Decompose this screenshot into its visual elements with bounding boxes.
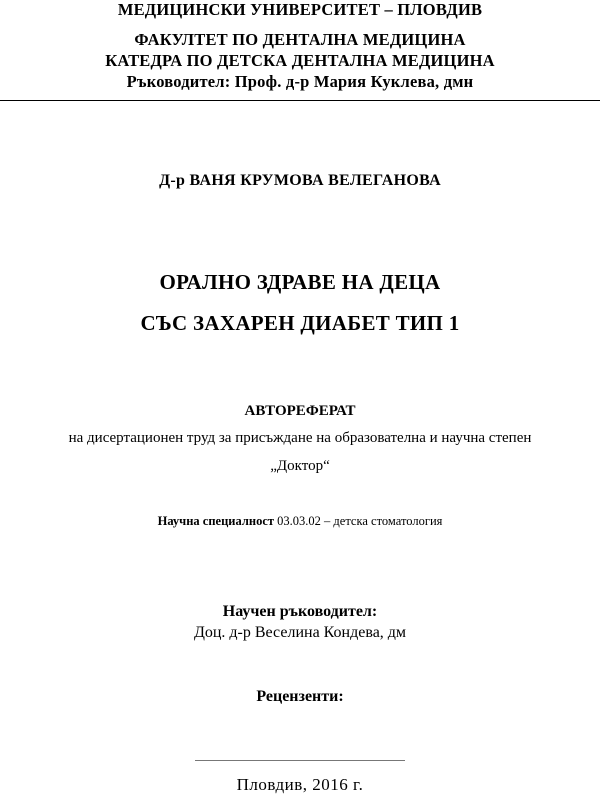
dissertation-title-line-1: ОРАЛНО ЗДРАВЕ НА ДЕЦА: [159, 270, 441, 294]
specialty-label: Научна специалност: [157, 514, 275, 528]
specialty-value: 03.03.02 – детска стоматология: [274, 514, 443, 528]
dissertation-title-line-2: СЪС ЗАХАРЕН ДИАБЕТ ТИП 1: [140, 311, 460, 335]
scientific-specialty: [0, 514, 600, 529]
degree-name: „Доктор“: [270, 458, 330, 474]
university-name: МЕДИЦИНСКИ УНИВЕРСИТЕТ – ПЛОВДИВ: [117, 0, 483, 19]
place-and-year: Пловдив, 2016 г.: [236, 775, 364, 794]
abstract-description: на дисертационен труд за присъждане на образователна и научна степен: [68, 430, 532, 446]
footer-divider: [195, 760, 405, 761]
department-head: Ръководител: Проф. д-р Мария Куклева, дмн: [126, 72, 474, 91]
department-name: КАТЕДРА ПО ДЕТСКА ДЕНТАЛНА МЕДИЦИНА: [105, 51, 495, 70]
faculty-name: ФАКУЛТЕТ ПО ДЕНТАЛНА МЕДИЦИНА: [134, 30, 466, 49]
header-divider: [0, 100, 600, 101]
supervisor-label: Научен ръководител:: [222, 603, 378, 620]
reviewers-label: Рецензенти:: [256, 688, 344, 705]
supervisor-name: Доц. д-р Веселина Кондева, дм: [193, 624, 407, 641]
abstract-label: АВТОРЕФЕРАТ: [244, 403, 356, 419]
author-name: Д-р ВАНЯ КРУМОВА ВЕЛЕГАНОВА: [159, 172, 441, 189]
